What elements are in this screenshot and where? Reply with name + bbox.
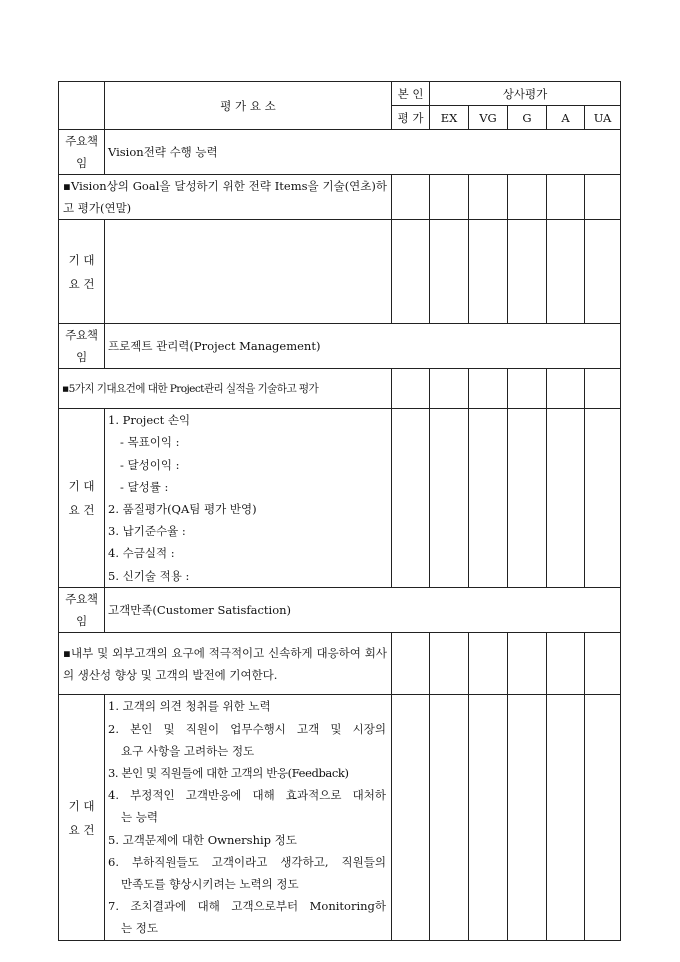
grade-cell-a[interactable]	[547, 175, 585, 220]
grade-cell-ua[interactable]	[585, 409, 621, 588]
section-2-goal-row	[59, 369, 621, 409]
section-3-goal-row	[59, 633, 621, 695]
grade-cell-ex[interactable]	[430, 175, 469, 220]
requirement-item: 3. 납기준수율 :	[108, 524, 186, 539]
requirements-label-line-1: 기 대	[68, 798, 95, 813]
section-2-requirements-row	[59, 409, 621, 588]
requirement-continuation: 만족도를 향상시키려는 노력의 정도	[121, 877, 299, 891]
self-eval-cell[interactable]	[392, 695, 430, 941]
section-title: 고객만족(Customer Satisfaction)	[105, 588, 621, 633]
requirements-label	[59, 220, 105, 324]
requirements-label-line-1: 기 대	[68, 479, 95, 493]
requirement-subitem: - 달성이익 :	[120, 457, 180, 472]
evaluation-sheet	[58, 81, 621, 941]
grade-vg: VG	[469, 106, 508, 130]
section-2-title-row	[59, 324, 621, 369]
grade-cell-ua[interactable]	[585, 220, 621, 324]
requirement-item	[108, 784, 386, 828]
grade-a: A	[547, 106, 585, 130]
grade-g: G	[508, 106, 547, 130]
grade-cell-a[interactable]	[547, 220, 585, 324]
grade-cell-ex[interactable]	[430, 369, 469, 409]
requirement-item: 3. 본인 및 직원들에 대한 고객의 반응(Feedback)	[108, 765, 349, 780]
self-eval-cell[interactable]	[392, 409, 430, 588]
requirement-line: 4. 부정적인 고객반응에 대해 효과적으로 대처하	[108, 788, 386, 803]
requirement-continuation: 는 능력	[121, 810, 158, 825]
section-label: 주요책임	[59, 324, 105, 369]
section-goal: ▪Vision상의 Goal을 달성하기 위한 전략 Items을 기술(연초)하고 평가(연말)	[59, 175, 392, 220]
requirement-item: 1. Project 손익	[108, 413, 191, 428]
grade-cell-g[interactable]	[508, 220, 547, 324]
section-3-requirements-row	[59, 695, 621, 941]
section-1-title-row	[59, 130, 621, 175]
grade-cell-ua[interactable]	[585, 369, 621, 409]
requirement-item: 1. 고객의 의견 청취를 위한 노력	[108, 699, 271, 714]
grade-cell-ex[interactable]	[430, 633, 469, 695]
requirement-item: 4. 수금실적 :	[108, 546, 175, 561]
section-label: 주요책임	[59, 588, 105, 633]
section-title: 프로젝트 관리력(Project Management)	[105, 324, 621, 369]
grade-cell-vg[interactable]	[469, 175, 508, 220]
requirement-item	[108, 851, 386, 895]
requirements-label-line-2: 요 건	[68, 503, 95, 517]
header-self-label-2: 평 가	[392, 106, 430, 130]
grade-cell-a[interactable]	[547, 633, 585, 695]
requirements-text-cell[interactable]	[105, 220, 392, 324]
header-blank-cell	[59, 82, 105, 130]
requirements-text-cell	[105, 409, 392, 588]
requirements-label	[59, 409, 105, 588]
requirement-subitem: - 달성률 :	[120, 479, 169, 494]
requirement-line: 6. 부하직원들도 고객이라고 생각하고, 직원들의	[108, 854, 386, 869]
header-supervisor-eval: 상사평가	[430, 82, 621, 106]
section-1-goal-row	[59, 175, 621, 220]
header-self-label-1: 본 인	[392, 82, 430, 106]
grade-cell-vg[interactable]	[469, 633, 508, 695]
self-eval-cell[interactable]	[392, 175, 430, 220]
requirement-item	[108, 895, 386, 939]
requirements-list	[108, 409, 388, 587]
grade-cell-a[interactable]	[547, 369, 585, 409]
requirements-label	[59, 695, 105, 941]
requirements-label-line-1: 기 대	[68, 252, 95, 267]
grade-cell-ex[interactable]	[430, 409, 469, 588]
section-1-requirements-row	[59, 220, 621, 324]
self-eval-cell[interactable]	[392, 633, 430, 695]
requirements-text-cell	[105, 695, 392, 941]
grade-cell-g[interactable]	[508, 369, 547, 409]
section-label: 주요책임	[59, 130, 105, 175]
header-row-1	[59, 82, 621, 106]
grade-cell-g[interactable]	[508, 175, 547, 220]
grade-cell-ua[interactable]	[585, 695, 621, 941]
grade-cell-vg[interactable]	[469, 409, 508, 588]
requirement-line: 7. 조치결과에 대해 고객으로부터 Monitoring하	[108, 899, 386, 914]
requirement-continuation: 는 정도	[121, 921, 158, 936]
grade-cell-vg[interactable]	[469, 220, 508, 324]
grade-cell-ua[interactable]	[585, 633, 621, 695]
grade-cell-ex[interactable]	[430, 695, 469, 941]
requirements-list	[108, 695, 388, 939]
requirement-item: 5. 신기술 적용 :	[108, 568, 190, 583]
evaluation-table	[58, 81, 621, 941]
grade-cell-ua[interactable]	[585, 175, 621, 220]
section-title: Vision전략 수행 능력	[105, 130, 621, 175]
grade-ex: EX	[430, 106, 469, 130]
grade-cell-g[interactable]	[508, 409, 547, 588]
requirement-continuation: 요구 사항을 고려하는 정도	[121, 743, 255, 758]
requirement-item: 5. 고객문제에 대한 Ownership 정도	[108, 832, 297, 847]
requirements-label-line-2: 요 건	[68, 822, 95, 837]
grade-cell-a[interactable]	[547, 409, 585, 588]
self-eval-cell[interactable]	[392, 369, 430, 409]
grade-cell-ex[interactable]	[430, 220, 469, 324]
grade-cell-a[interactable]	[547, 695, 585, 941]
grade-cell-g[interactable]	[508, 633, 547, 695]
requirement-line: 2. 본인 및 직원이 업무수행시 고객 및 시장의	[108, 721, 386, 736]
requirement-subitem: - 목표이익 :	[120, 435, 180, 450]
section-goal: ▪내부 및 외부고객의 요구에 적극적이고 신속하게 대응하여 회사의 생산성 향상 및 고객의 발전에 기여한다.	[59, 633, 392, 695]
grade-cell-vg[interactable]	[469, 369, 508, 409]
section-goal: ▪5가지 기대요건에 대한 Project관리 실적을 기술하고 평가	[59, 369, 392, 409]
requirement-item	[108, 718, 386, 762]
requirements-label-line-2: 요 건	[68, 276, 95, 291]
section-3-title-row	[59, 588, 621, 633]
grade-ua: UA	[585, 106, 621, 130]
grade-cell-g[interactable]	[508, 695, 547, 941]
self-eval-cell[interactable]	[392, 220, 430, 324]
header-evaluation-items: 평 가 요 소	[105, 82, 392, 130]
grade-cell-vg[interactable]	[469, 695, 508, 941]
requirement-item: 2. 품질평가(QA팀 평가 반영)	[108, 502, 257, 516]
